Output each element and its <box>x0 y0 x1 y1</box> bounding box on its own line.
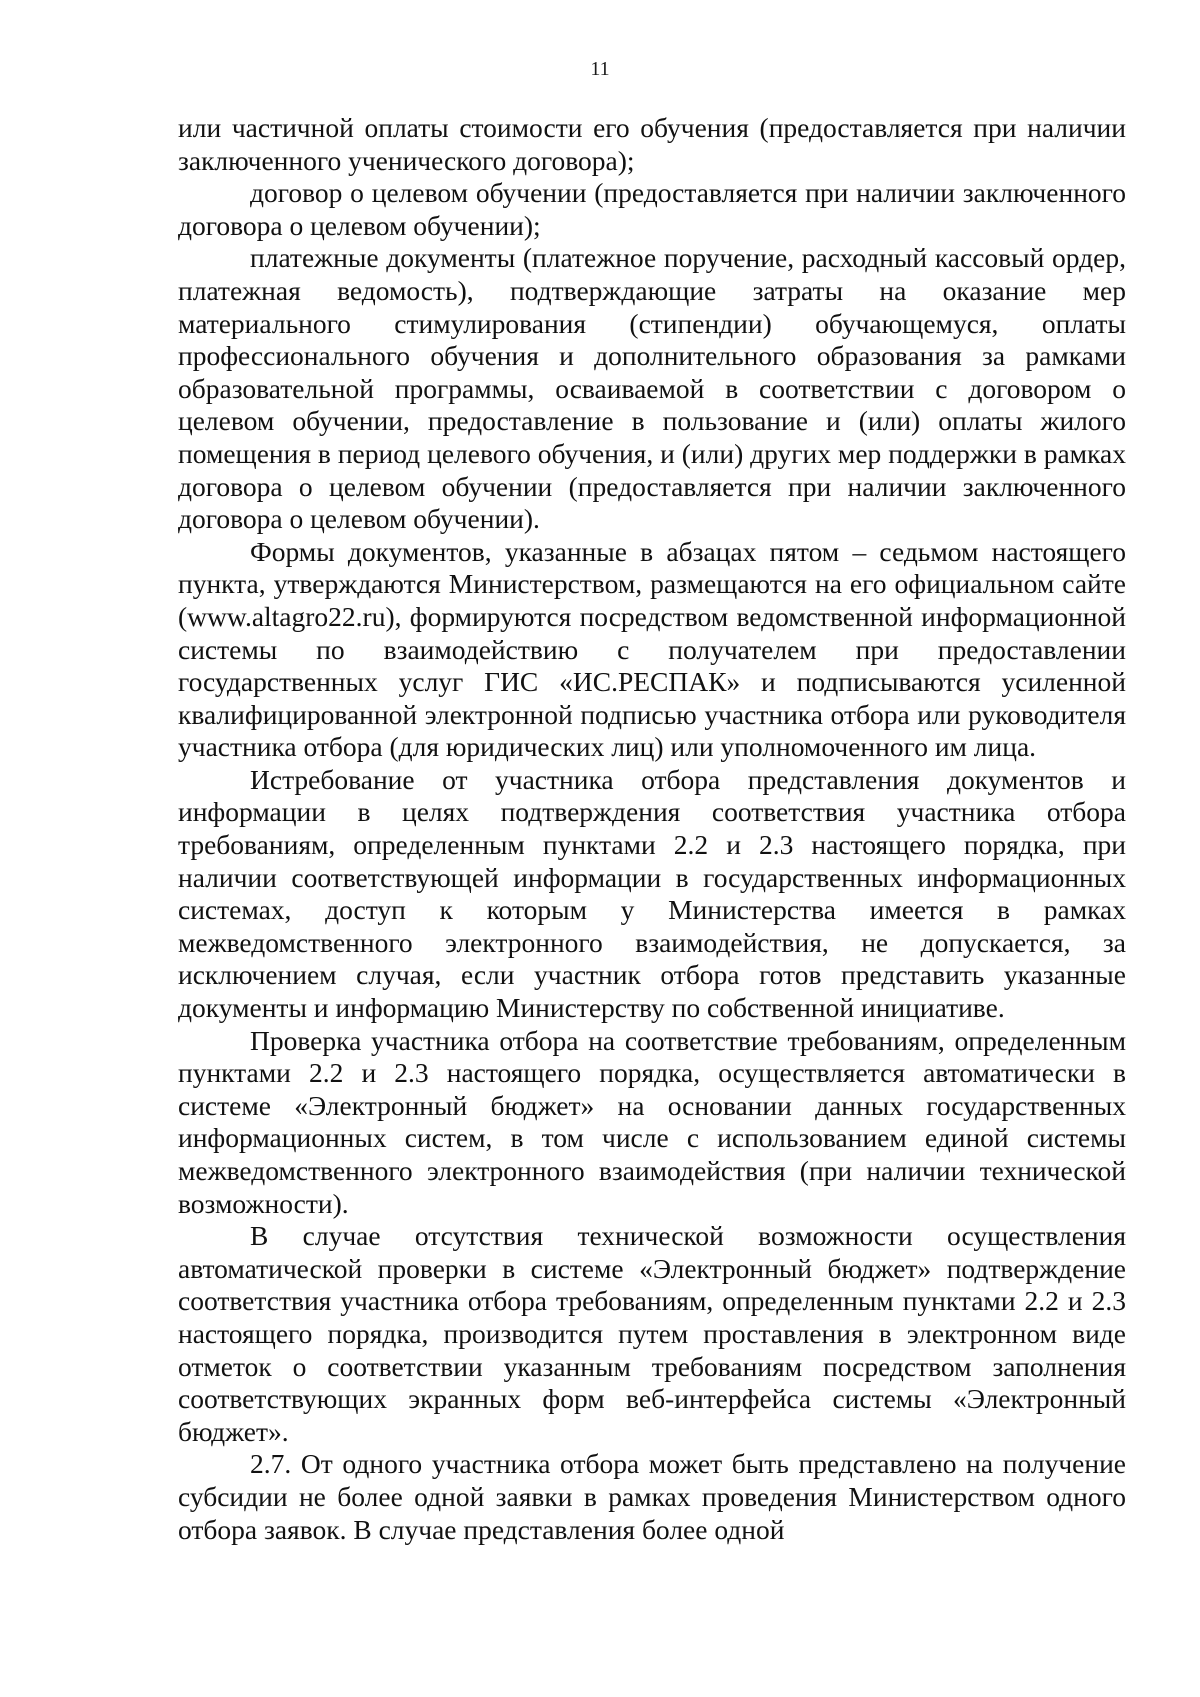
paragraph-target-training-contract: договор о целевом обучении (предоставляется при наличии заключенного договора о целевом обучении); <box>178 177 1126 241</box>
paragraph-section-2-7: 2.7. От одного участника отбора может быть представлено на получение субсидии не более одной заявки в рамках проведения Министерством одного отбора заявок. В случае представления более одной <box>178 1448 1126 1545</box>
paragraph-document-requests: Истребование от участника отбора представления документов и информации в целях подтверждения соответствия участника отбора требованиям, определенным пунктами 2.2 и 2.3 настоящего порядка, при наличии соответствующей информации в государственных информационных системах, доступ к которым у Министерства имеется в рамках межведомственного электронного взаимодействия, не допускается, за исключением случая, если участник отбора готов представить указанные документы и информацию Министерству по собственной инициативе. <box>178 763 1126 1024</box>
paragraph-automatic-check: Проверка участника отбора на соответствие требованиям, определенным пунктами 2.2 и 2.3 настоящего порядка, осуществляется автоматически в системе «Электронный бюджет» на основании данных государственных информационных систем, в том числе с использованием единой системы межведомственного электронного взаимодействия (при наличии технической возможности). <box>178 1024 1126 1219</box>
paragraph-document-forms: Формы документов, указанные в абзацах пятом – седьмом настоящего пункта, утверждаются Министерством, размещаются на его официальном сайте (www.altagro22.ru), формируются посредством ведомственной информационной системы по взаимодействию с получателем при предоставлении государственных услуг ГИС «ИС.РЕСПАК» и подписываются усиленной квалифицированной электронной подписью участника отбора или руководителя участника отбора (для юридических лиц) или уполномоченного им лица. <box>178 535 1126 763</box>
paragraph-payment-documents: платежные документы (платежное поручение, расходный кассовый ордер, платежная ведомость), подтверждающие затраты на оказание мер материального стимулирования (стипендии) обучающемуся, оплаты профессионального обучения и дополнительного образования за рамками образовательной программы, осваиваемой в соответствии с договором о целевом обучении, предоставление в пользование и (или) оплаты жилого помещения в период целевого обучения, и (или) других мер поддержки в рамках договора о целевом обучении (предоставляется при наличии заключенного договора о целевом обучении). <box>178 242 1126 535</box>
paragraph-continuation: или частичной оплаты стоимости его обучения (предоставляется при наличии заключенного ученического договора); <box>178 112 1126 176</box>
page-number: 11 <box>590 58 610 80</box>
document-body <box>178 112 1126 1546</box>
paragraph-manual-check: В случае отсутствия технической возможности осуществления автоматической проверки в системе «Электронный бюджет» подтверждение соответствия участника отбора требованиям, определенным пунктами 2.2 и 2.3 настоящего порядка, производится путем проставления в электронном виде отметок о соответствии указанным требованиям посредством заполнения соответствующих экранных форм веб-интерфейса системы «Электронный бюджет». <box>178 1220 1126 1447</box>
